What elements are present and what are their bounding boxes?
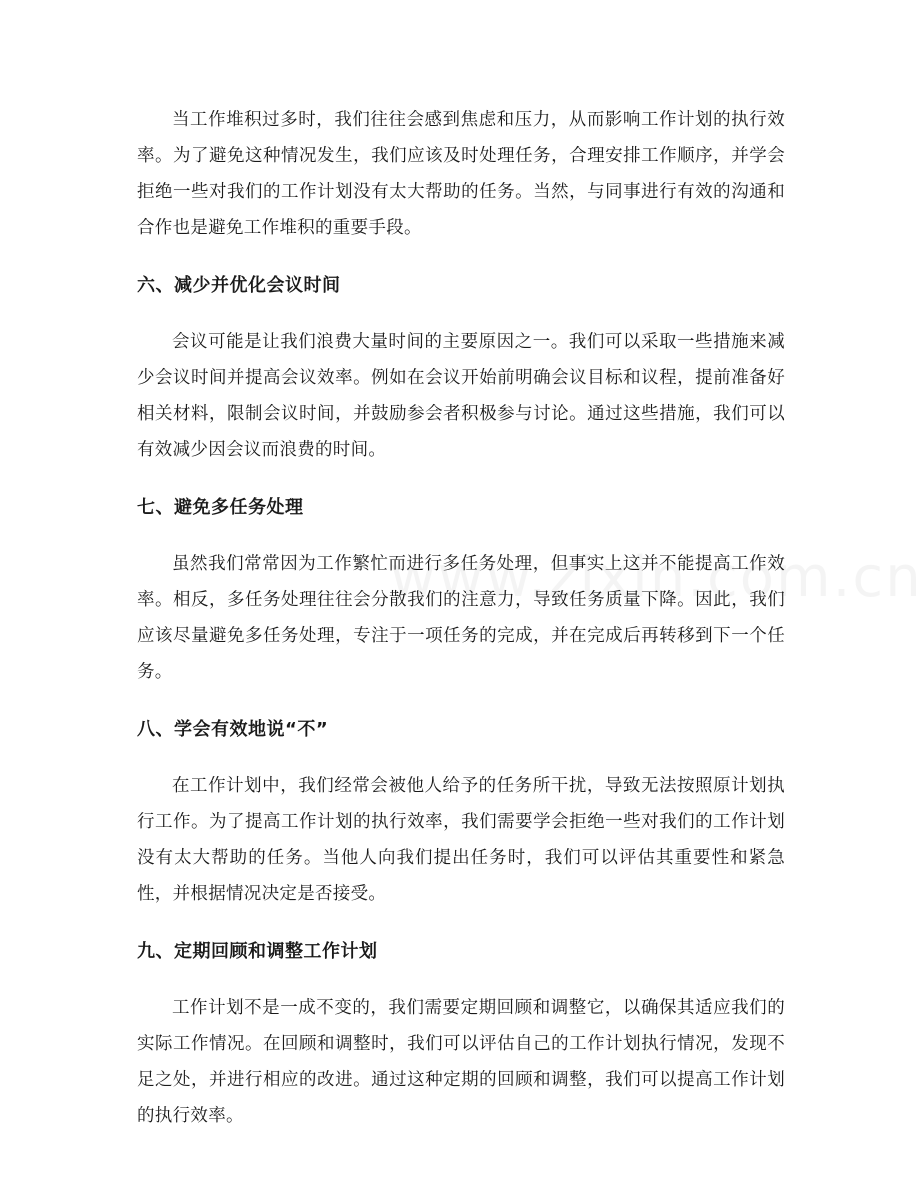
section-paragraph-6: 会议可能是让我们浪费大量时间的主要原因之一。我们可以采取一些措施来减少会议时间并提高会议效率。例如在会议开始前明确会议目标和议程，提前准备好相关材料，限制会议时间，并鼓励参会者积极参与讨论。通过这些措施，我们可以有效减少因会议而浪费的时间。: [137, 332, 785, 460]
section-paragraph-8: 在工作计划中，我们经常会被他人给予的任务所干扰，导致无法按照原计划执行工作。为了提高工作计划的执行效率，我们需要学会拒绝一些对我们的工作计划没有太大帮助的任务。当他人向我们提出任务时，我们可以评估其重要性和紧急性，并根据情况决定是否接受。: [137, 776, 785, 904]
document-body: [137, 102, 785, 1134]
section-heading-7: 七、避免多任务处理: [137, 497, 304, 518]
intro-paragraph: 当工作堆积过多时，我们往往会感到焦虑和压力，从而影响工作计划的执行效率。为了避免这种情况发生，我们应该及时处理任务，合理安排工作顺序，并学会拒绝一些对我们的工作计划没有太大帮助的任务。当然，与同事进行有效的沟通和合作也是避免工作堆积的重要手段。: [137, 110, 785, 238]
section-paragraph-9: 工作计划不是一成不变的，我们需要定期回顾和调整它，以确保其适应我们的实际工作情况。在回顾和调整时，我们可以评估自己的工作计划执行情况，发现不足之处，并进行相应的改进。通过这种定期的回顾和调整，我们可以提高工作计划的执行效率。: [137, 998, 785, 1126]
section-heading-9: 九、定期回顾和调整工作计划: [137, 941, 378, 962]
section-heading-8: 八、学会有效地说“不”: [137, 719, 329, 740]
section-heading-6: 六、减少并优化会议时间: [137, 275, 341, 296]
section-paragraph-7: 虽然我们常常因为工作繁忙而进行多任务处理，但事实上这并不能提高工作效率。相反，多任务处理往往会分散我们的注意力，导致任务质量下降。因此，我们应该尽量避免多任务处理，专注于一项任务的完成，并在完成后再转移到下一个任务。: [137, 554, 785, 682]
